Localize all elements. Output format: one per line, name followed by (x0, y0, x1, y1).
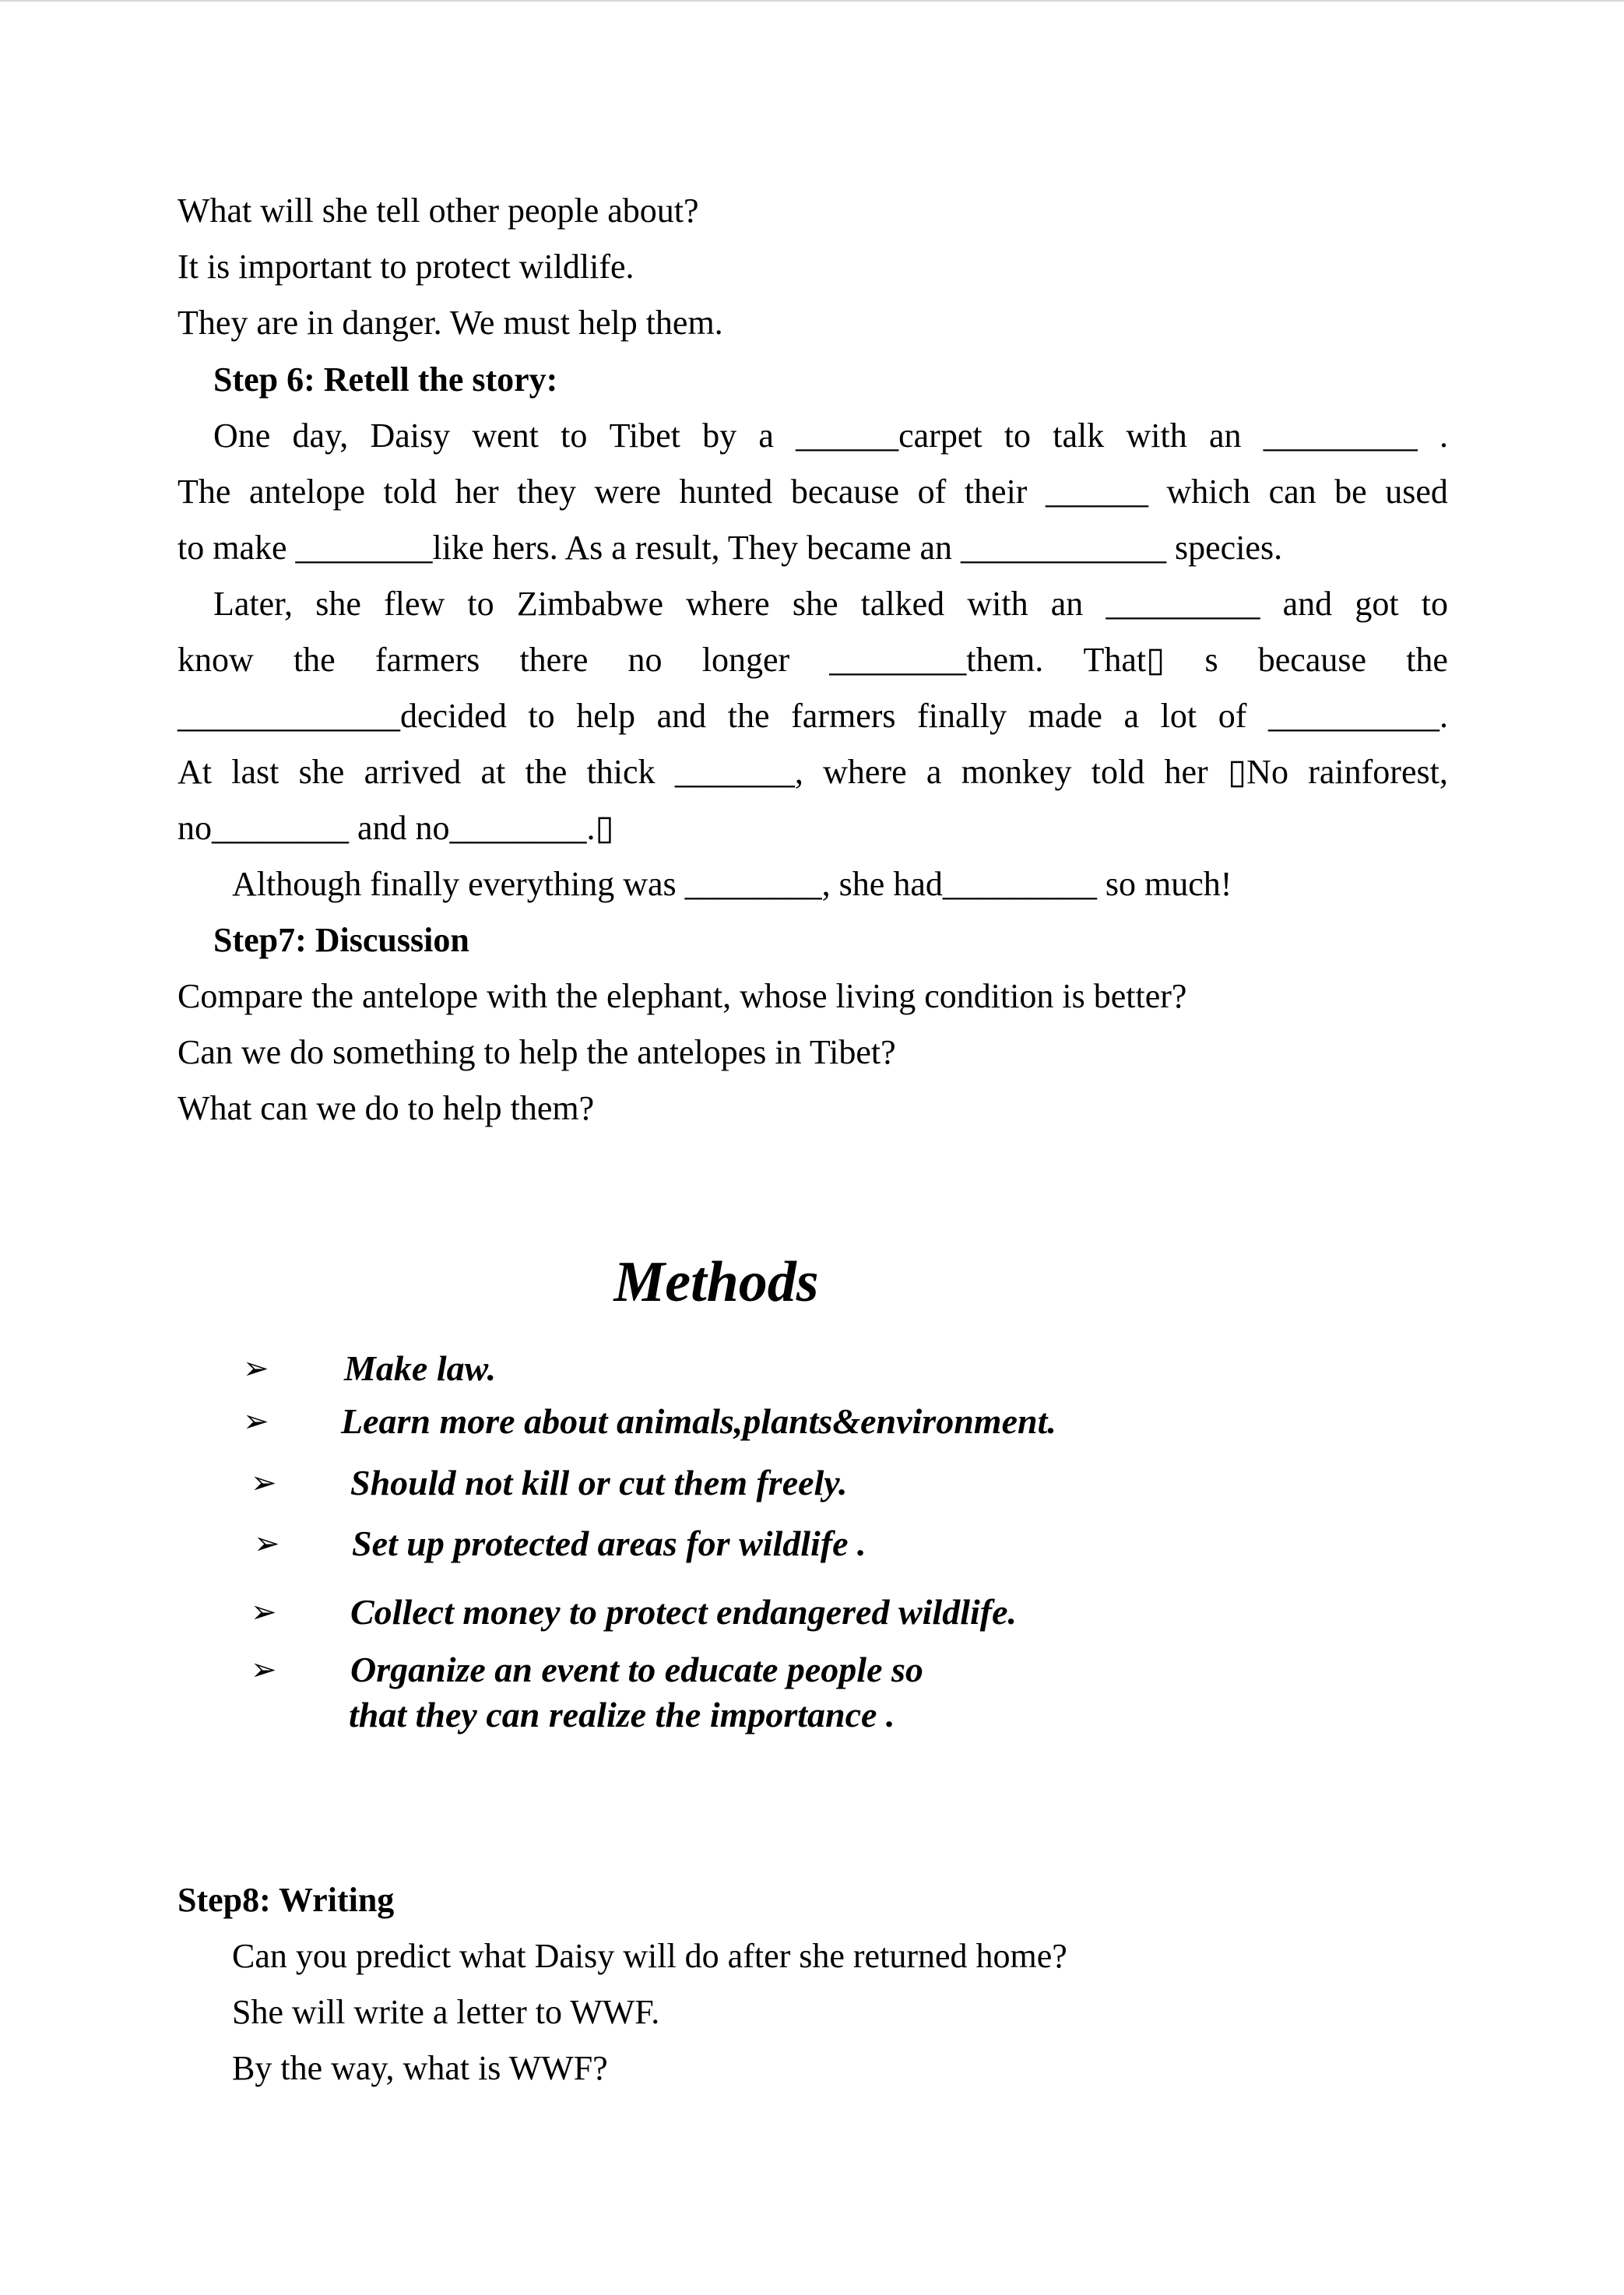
word: and (656, 697, 707, 735)
word: told (1091, 753, 1145, 791)
word: they (517, 473, 576, 511)
step7-question-2: Can we do something to help the antelopes in Tibet? (178, 1033, 896, 1071)
word: s (1204, 641, 1218, 679)
word: _____________decided (178, 697, 507, 735)
word: used (1385, 473, 1448, 511)
word: she (298, 753, 345, 791)
word: to (561, 416, 588, 455)
word: ______ (1045, 473, 1148, 511)
word: longer (701, 641, 790, 679)
step8-line-3: By the way, what is WWF? (232, 2049, 608, 2087)
word: to (1004, 416, 1032, 455)
word: The (178, 473, 231, 511)
word: an (1050, 585, 1084, 623)
word: That▯ (1083, 641, 1165, 679)
word: hunted (679, 473, 773, 511)
word: can (1268, 473, 1316, 511)
word: arrived (364, 753, 462, 791)
step8-heading: Step8: Writing (178, 1881, 395, 1919)
step8-line-1: Can you predict what Daisy will do after she returned home? (232, 1937, 1067, 1975)
word: Later, (213, 585, 294, 623)
word: Tibet (609, 416, 680, 455)
bullet-arrow-icon: ➢ (251, 1465, 277, 1501)
word: Zimbabwe (516, 585, 663, 623)
word: _______, (674, 753, 803, 791)
word: the (525, 753, 568, 791)
word: rainforest, (1308, 753, 1448, 791)
word: went (472, 416, 539, 455)
word: told (383, 473, 437, 511)
word: finally (917, 697, 1007, 735)
method-item: Organize an event to educate people so (350, 1650, 923, 1689)
word: a (926, 753, 942, 791)
method-item: Set up protected areas for wildlife . (352, 1524, 866, 1563)
word: to (1421, 585, 1448, 623)
word: know (178, 641, 254, 679)
word: an (1208, 416, 1242, 455)
word: thick (586, 753, 656, 791)
word: the (1406, 641, 1448, 679)
method-item: Should not kill or cut them freely. (350, 1463, 848, 1502)
word: farmers (791, 697, 896, 735)
step6-p1-line1 (213, 413, 1448, 459)
word: One (213, 416, 271, 455)
step7-heading: Step7: Discussion (213, 921, 469, 959)
step6-p2-line3 (178, 694, 1448, 739)
bullet-arrow-icon: ➢ (243, 1351, 269, 1386)
step6-p2-line5: no________ and no________.▯ (178, 809, 614, 847)
word: by (702, 416, 737, 455)
word: the (293, 641, 336, 679)
method-item: Make law. (344, 1348, 497, 1388)
word: and (1282, 585, 1333, 623)
word: ________them. (829, 641, 1044, 679)
word: . (1439, 416, 1448, 455)
word: she (792, 585, 838, 623)
word: at (480, 753, 506, 791)
method-item-continued: that they can realize the importance . (349, 1695, 895, 1734)
word: ▯No (1227, 753, 1288, 791)
word: Daisy (370, 416, 451, 455)
word: farmers (374, 641, 480, 679)
word: lot (1160, 697, 1197, 735)
step6-p2-line2 (178, 638, 1448, 683)
word: last (231, 753, 279, 791)
step6-p2-line4 (178, 750, 1448, 795)
step8-line-2: She will write a letter to WWF. (232, 1993, 660, 2031)
word: monkey (961, 753, 1072, 791)
word: no (627, 641, 663, 679)
word: help (576, 697, 636, 735)
word: ______carpet (796, 416, 982, 455)
step6-p3: Although finally everything was ________, she had_________ so much! (232, 865, 1232, 903)
intro-question: What will she tell other people about? (178, 192, 699, 230)
step7-question-3: What can we do to help them? (178, 1089, 595, 1127)
word: talked (860, 585, 945, 623)
bullet-arrow-icon: ➢ (254, 1526, 280, 1562)
word: her (1164, 753, 1208, 791)
word: a (1123, 697, 1140, 735)
word: which (1166, 473, 1251, 511)
word: of (1218, 697, 1247, 735)
word: At (178, 753, 212, 791)
word: talk (1053, 416, 1105, 455)
word: be (1334, 473, 1367, 511)
word: because (1257, 641, 1367, 679)
word: she (315, 585, 361, 623)
word: day, (292, 416, 349, 455)
word: where (686, 585, 770, 623)
intro-answer-2: They are in danger. We must help them. (178, 304, 723, 342)
word: of (917, 473, 947, 511)
step6-p2-line1 (213, 582, 1448, 627)
word: because (790, 473, 900, 511)
method-item: Learn more about animals,plants&environment. (341, 1401, 1056, 1441)
word: flew (384, 585, 445, 623)
word: their (964, 473, 1028, 511)
word: with (967, 585, 1028, 623)
step7-question-1: Compare the antelope with the elephant, whose living condition is better? (178, 977, 1187, 1015)
word: made (1028, 697, 1102, 735)
word: antelope (248, 473, 365, 511)
bullet-arrow-icon: ➢ (251, 1652, 277, 1688)
word: got (1355, 585, 1399, 623)
word: _________ (1106, 585, 1260, 623)
word: were (594, 473, 662, 511)
bullet-arrow-icon: ➢ (251, 1594, 277, 1630)
word: to (528, 697, 555, 735)
step6-heading: Step 6: Retell the story: (213, 360, 558, 399)
step6-p1-line3: to make ________like hers. As a result, They became an ____________ species. (178, 529, 1283, 567)
methods-title: Methods (613, 1250, 819, 1314)
word: __________. (1267, 697, 1448, 735)
step6-p1-line2 (178, 469, 1448, 515)
word: there (519, 641, 589, 679)
word: with (1126, 416, 1187, 455)
word: to (467, 585, 494, 623)
word: her (455, 473, 499, 511)
word: _________ (1263, 416, 1418, 455)
bullet-arrow-icon: ➢ (243, 1404, 269, 1439)
method-item: Collect money to protect endangered wildlife. (350, 1592, 1017, 1632)
word: a (758, 416, 774, 455)
word: where (823, 753, 907, 791)
intro-answer-1: It is important to protect wildlife. (178, 248, 634, 286)
word: the (727, 697, 770, 735)
